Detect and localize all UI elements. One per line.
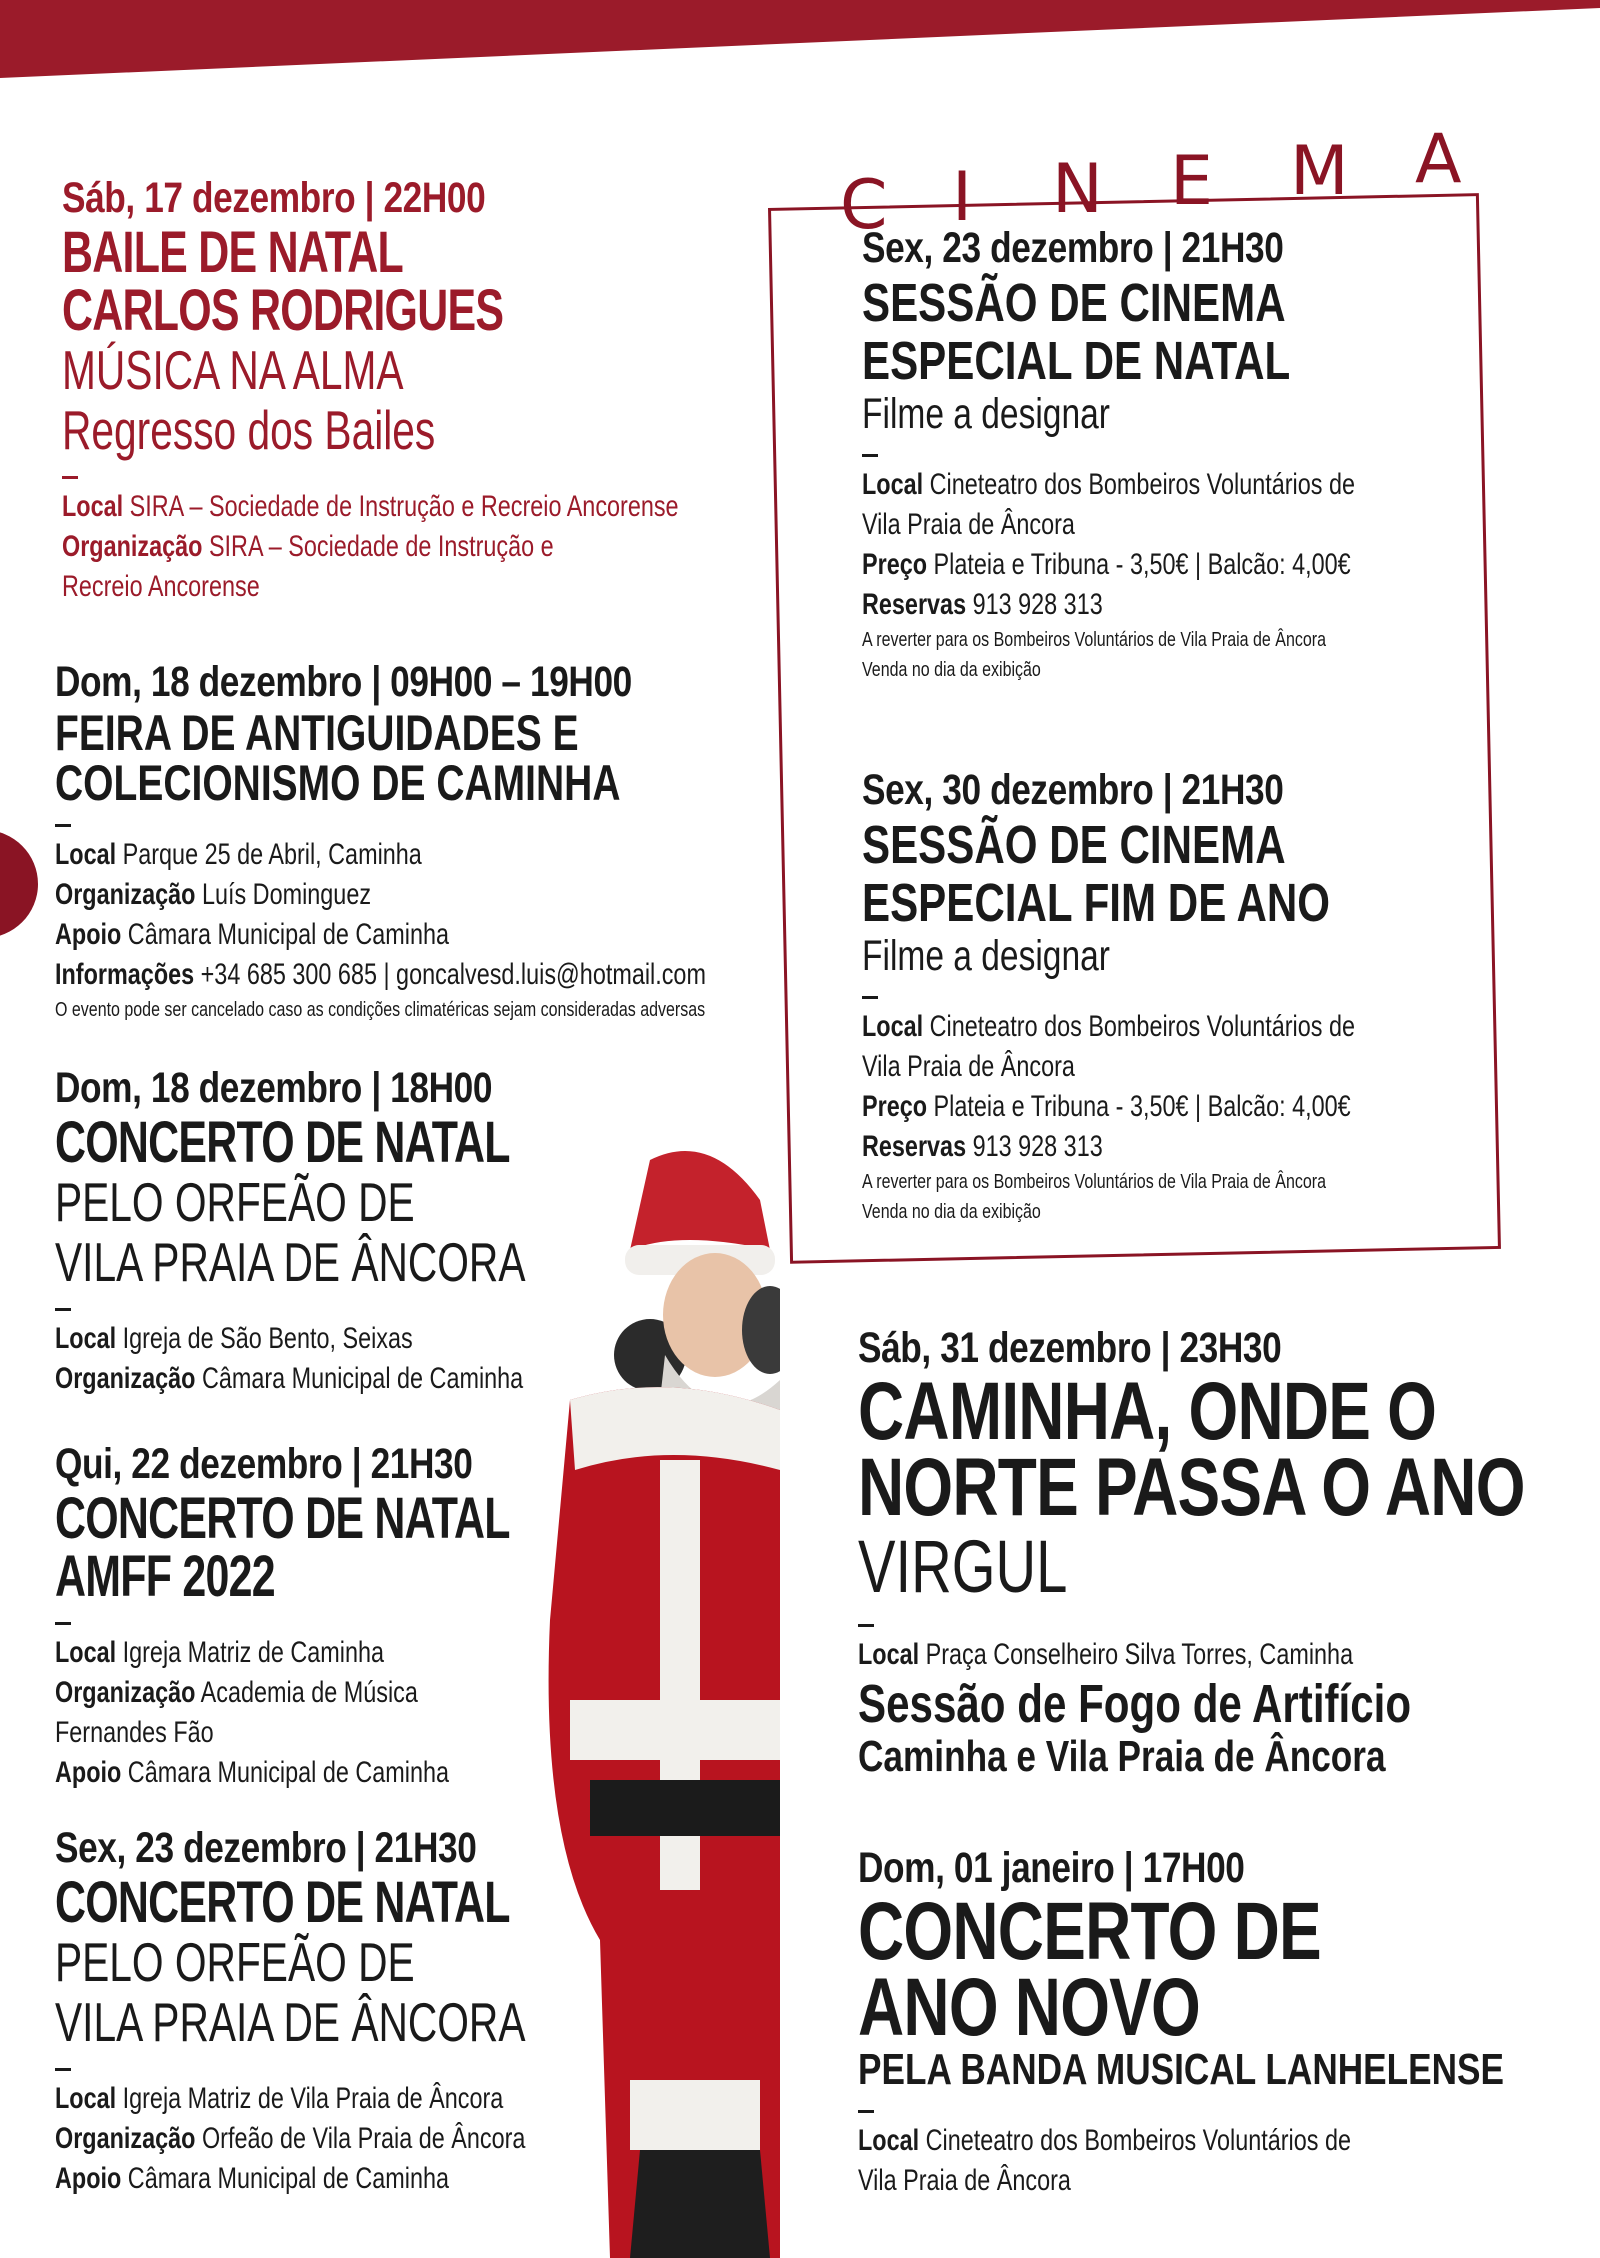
event-note: O evento pode ser cancelado caso as condições climatéricas sejam consideradas adversas	[55, 999, 706, 1021]
info-line: Local Parque 25 de Abril, Caminha	[55, 838, 422, 871]
event-date: Sex, 30 dezembro | 21H30	[862, 766, 1284, 814]
event-note: A reverter para os Bombeiros Voluntários de Vila Praia de Âncora	[862, 629, 1326, 651]
separator-dash	[62, 476, 78, 479]
event-date: Sáb, 17 dezembro | 22H00	[62, 174, 486, 222]
info-line: Local SIRA – Sociedade de Instrução e Recreio Ancorense	[62, 490, 679, 523]
event-passagem-de-ano	[858, 1322, 1600, 1781]
event-title-line: BAILE DE NATAL	[62, 220, 403, 285]
event-title-line: CAMINHA, ONDE O	[858, 1366, 1437, 1457]
event-title-line: ANO NOVO	[858, 1962, 1201, 2053]
info-line: Apoio Câmara Municipal de Caminha	[55, 2162, 450, 2195]
event-subtitle: VIRGUL	[858, 1525, 1068, 1608]
event-cinema-natal	[862, 222, 1600, 685]
info-line: Local Cineteatro dos Bombeiros Voluntários de	[858, 2124, 1351, 2157]
info-line: Recreio Ancorense	[62, 570, 260, 603]
fireworks-place: Caminha e Vila Praia de Âncora	[858, 1732, 1386, 1781]
event-film: Filme a designar	[862, 932, 1110, 980]
separator-dash	[55, 2068, 71, 2071]
info-line: Local Praça Conselheiro Silva Torres, Caminha	[858, 1638, 1354, 1671]
event-note: A reverter para os Bombeiros Voluntários de Vila Praia de Âncora	[862, 1171, 1326, 1193]
event-title-line: SESSÃO DE CINEMA	[862, 815, 1286, 875]
info-line: Local Igreja Matriz de Vila Praia de Âncora	[55, 2082, 504, 2115]
edge-ornament	[0, 830, 38, 938]
info-line: Apoio Câmara Municipal de Caminha	[55, 918, 450, 951]
info-line: Vila Praia de Âncora	[862, 508, 1075, 541]
info-line: Local Igreja Matriz de Caminha	[55, 1636, 385, 1669]
separator-dash	[862, 454, 878, 457]
event-subtitle-line: VILA PRAIA DE ÂNCORA	[55, 1991, 526, 2053]
info-line: Local Cineteatro dos Bombeiros Voluntários de	[862, 1010, 1355, 1043]
info-line: Local Cineteatro dos Bombeiros Voluntários de	[862, 468, 1355, 501]
event-subtitle-line: PELO ORFEÃO DE	[55, 1931, 415, 1993]
info-line: Informações +34 685 300 685 | goncalvesd.luis@hotmail.com	[55, 958, 706, 991]
info-line: Reservas 913 928 313	[862, 1130, 1103, 1163]
event-film: Filme a designar	[862, 390, 1110, 438]
event-date: Sex, 23 dezembro | 21H30	[55, 1824, 477, 1872]
cinema-letter: I	[952, 158, 973, 237]
info-line: Vila Praia de Âncora	[862, 1050, 1075, 1083]
cinema-letter: N	[1052, 150, 1103, 229]
separator-dash	[862, 996, 878, 999]
cinema-letter: A	[1415, 120, 1462, 199]
event-title-line: COLECIONISMO DE CAMINHA	[55, 755, 621, 811]
event-title-line: ESPECIAL FIM DE ANO	[862, 873, 1331, 933]
separator-dash	[858, 1624, 874, 1627]
info-line: Preço Plateia e Tribuna - 3,50€ | Balcão: 4,00€	[862, 1090, 1351, 1123]
event-subtitle-line: Regresso dos Bailes	[62, 399, 436, 461]
info-line: Organização Academia de Música	[55, 1676, 418, 1709]
event-date: Sáb, 31 dezembro | 23H30	[858, 1324, 1282, 1372]
event-concerto-ano-novo	[858, 1842, 1600, 2201]
separator-dash	[55, 1308, 71, 1311]
event-date: Dom, 18 dezembro | 09H00 – 19H00	[55, 658, 632, 706]
event-title-line: CONCERTO DE	[858, 1886, 1321, 1977]
separator-dash	[55, 1622, 71, 1625]
event-subtitle-line: PELO ORFEÃO DE	[55, 1171, 415, 1233]
cinema-letter: E	[1170, 142, 1213, 221]
info-line: Preço Plateia e Tribuna - 3,50€ | Balcão: 4,00€	[862, 548, 1351, 581]
event-title-line: CONCERTO DE NATAL	[55, 1110, 510, 1175]
santa-claus-illustration	[530, 1140, 780, 2258]
event-title-line: NORTE PASSA O ANO	[858, 1442, 1525, 1533]
info-line: Apoio Câmara Municipal de Caminha	[55, 1756, 450, 1789]
info-line: Organização Orfeão de Vila Praia de Âncora	[55, 2122, 526, 2155]
event-subtitle-line: MÚSICA NA ALMA	[62, 339, 404, 401]
event-title-line: AMFF 2022	[55, 1544, 275, 1609]
event-note: Venda no dia da exibição	[862, 1201, 1041, 1223]
event-band: PELA BANDA MUSICAL LANHELENSE	[858, 2045, 1505, 2094]
event-subtitle-line: VILA PRAIA DE ÂNCORA	[55, 1231, 526, 1293]
event-title-line: CONCERTO DE NATAL	[55, 1486, 510, 1551]
fireworks-title: Sessão de Fogo de Artifício	[858, 1674, 1412, 1734]
event-note: Venda no dia da exibição	[862, 659, 1041, 681]
event-title-line: FEIRA DE ANTIGUIDADES E	[55, 705, 579, 761]
event-date: Sex, 23 dezembro | 21H30	[862, 224, 1284, 272]
event-feira-antiguidades	[55, 656, 815, 1025]
event-title-line: CARLOS RODRIGUES	[62, 278, 504, 343]
cinema-letter: C	[840, 166, 888, 245]
event-title-line: CONCERTO DE NATAL	[55, 1870, 510, 1935]
event-date: Dom, 18 dezembro | 18H00	[55, 1064, 493, 1112]
top-decorative-band	[0, 0, 1600, 78]
info-line: Organização Câmara Municipal de Caminha	[55, 1362, 524, 1395]
info-line: Reservas 913 928 313	[862, 588, 1103, 621]
event-title-line: ESPECIAL DE NATAL	[862, 331, 1291, 391]
info-line: Vila Praia de Âncora	[858, 2164, 1071, 2197]
event-cinema-fim-de-ano	[862, 764, 1600, 1227]
info-line: Fernandes Fão	[55, 1716, 214, 1749]
event-title-line: SESSÃO DE CINEMA	[862, 273, 1286, 333]
event-date: Dom, 01 janeiro | 17H00	[858, 1844, 1245, 1892]
info-line: Local Igreja de São Bento, Seixas	[55, 1322, 413, 1355]
event-date: Qui, 22 dezembro | 21H30	[55, 1440, 473, 1488]
separator-dash	[858, 2110, 874, 2113]
info-line: Organização Luís Dominguez	[55, 878, 372, 911]
cinema-letter: M	[1290, 132, 1349, 211]
separator-dash	[55, 824, 71, 827]
event-baile-natal	[62, 172, 822, 607]
info-line: Organização SIRA – Sociedade de Instrução e	[62, 530, 554, 563]
